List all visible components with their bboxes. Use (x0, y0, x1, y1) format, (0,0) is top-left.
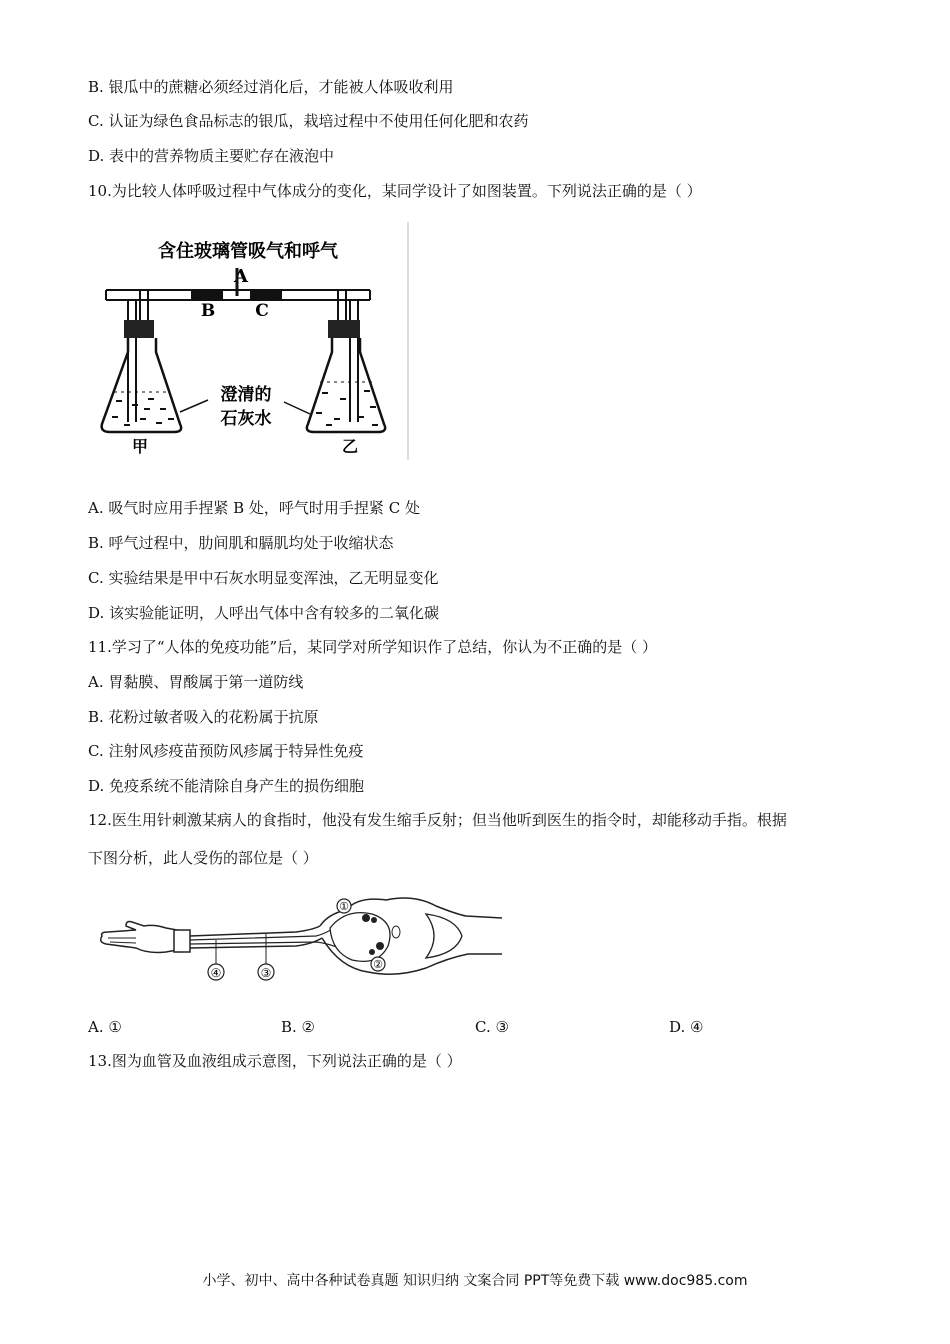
q12-reflex-figure (96, 888, 516, 988)
reflex-arc-diagram (96, 888, 516, 988)
q12-option-d: D. ④ (669, 1018, 704, 1036)
marker-2: ② (373, 958, 383, 971)
q10-option-c: C. 实验结果是甲中石灰水明显变浑浊，乙无明显变化 (88, 569, 439, 587)
flask-label-jia: 甲 (131, 437, 149, 456)
q11-option-a: A. 胃黏膜、胃酸属于第一道防线 (88, 673, 304, 691)
liquid-label-line2: 石灰水 (220, 409, 272, 429)
marker-3: ③ (260, 966, 272, 980)
q11-option-b: B. 花粉过敏者吸入的花粉属于抗原 (88, 708, 319, 726)
q10-apparatus-figure (88, 212, 410, 462)
page-footer: 小学、初中、高中各种试卷真题 知识归纳 文案合同 PPT等免费下载 www.doc985.com (202, 1273, 748, 1289)
q9-option-d: D. 表中的营养物质主要贮存在液泡中 (88, 147, 335, 165)
liquid-label-line1: 澄清的 (220, 385, 272, 405)
q12-option-c: C. ③ (475, 1018, 509, 1036)
marker-1: ① (339, 900, 349, 913)
q9-option-b: B. 银瓜中的蔗糖必须经过消化后，才能被人体吸收利用 (88, 78, 454, 96)
q11-option-d: D. 免疫系统不能清除自身产生的损伤细胞 (88, 777, 365, 795)
q10-option-d: D. 该实验能证明，人呼出气体中含有较多的二氧化碳 (88, 604, 440, 622)
q12-option-b: B. ② (281, 1018, 316, 1036)
respiration-apparatus-diagram (88, 212, 410, 462)
q10-stem: 10.为比较人体呼吸过程中气体成分的变化，某同学设计了如图装置。下列说法正确的是（ ） (88, 182, 702, 200)
apparatus-top-label: 含住玻璃管吸气和呼气 (158, 241, 338, 262)
q11-stem: 11.学习了“人体的免疫功能”后，某同学对所学知识作了总结，你认为不正确的是（ ） (88, 638, 657, 656)
q10-option-b: B. 呼气过程中，肋间肌和膈肌均处于收缩状态 (88, 534, 394, 552)
q9-option-c: C. 认证为绿色食品标志的银瓜，栽培过程中不使用任何化肥和农药 (88, 112, 529, 130)
label-b: B (200, 301, 216, 321)
label-a: A (234, 266, 248, 287)
q12-stem-line2: 下图分析，此人受伤的部位是（ ） (88, 849, 318, 867)
q13-stem: 13.图为血管及血液组成示意图，下列说法正确的是（ ） (88, 1052, 462, 1070)
q12-option-a: A. ① (88, 1018, 122, 1036)
label-c: C (255, 301, 269, 321)
q11-option-c: C. 注射风疹疫苗预防风疹属于特异性免疫 (88, 742, 364, 760)
flask-label-yi: 乙 (341, 437, 359, 456)
marker-4: ④ (210, 966, 222, 980)
q12-stem-line1: 12.医生用针刺激某病人的食指时，他没有发生缩手反射；但当他听到医生的指令时，却能移动手指。根据 (88, 811, 787, 829)
q10-option-a: A. 吸气时应用手捏紧 B 处，呼气时用手捏紧 C 处 (88, 499, 420, 517)
